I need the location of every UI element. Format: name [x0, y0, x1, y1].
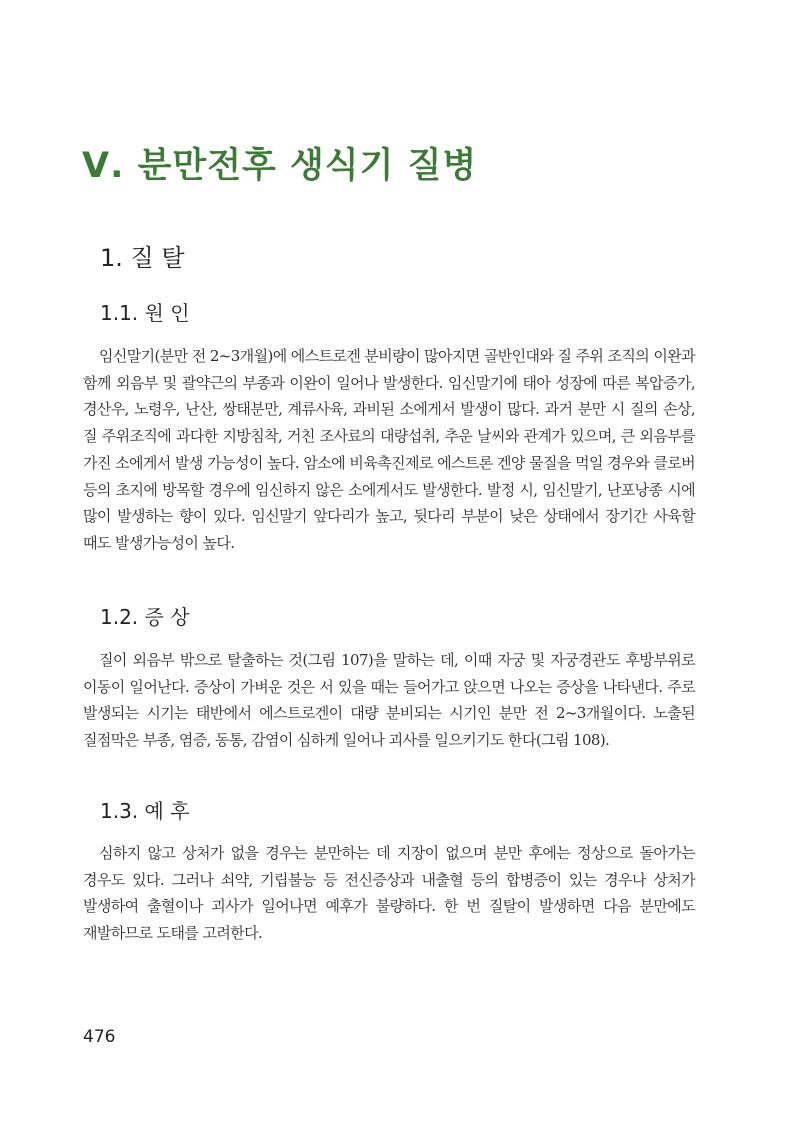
section-heading: 1. 질 탈	[100, 244, 185, 272]
subsection-heading-symptoms: 1.2. 증 상	[100, 605, 190, 629]
prognosis-paragraph: 심하지 않고 상처가 없을 경우는 분만하는 데 지장이 없으며 분만 후에는 정상으로 돌아가는 경우도 있다. 그러나 쇠약, 기립불능 등 전신증상과 내출혈 등의 합병증이 있는 경우나 상처가 발생하여 출혈이나 괴사가 일어나면 예후가 불량하다. 한 번 질탈이 발생하면 다음 분만에도 재발하므로 도태를 고려한다.	[83, 844, 695, 943]
subsection-heading-prognosis: 1.3. 예 후	[100, 799, 190, 823]
subsection-heading-cause: 1.1. 원 인	[100, 301, 190, 325]
chapter-title: Ⅴ. 분만전후 생식기 질병	[82, 146, 478, 186]
page-number: 476	[83, 1027, 116, 1047]
cause-paragraph: 임신말기(분만 전 2~3개월)에 에스트로겐 분비량이 많아지면 골반인대와 질 주위 조직의 이완과 함께 외음부 및 괄약근의 부종과 이완이 일어나 발생한다. 임신말기에 태아 성장에 따른 복압증가, 경산우, 노령우, 난산, 쌍태분만, 계류사육, 과비된 소에게서 발생이 많다. 과거 분만 시 질의 손상, 질 주위조직에 과다한 지방침착, 거친 조사료의 대량섭취, 추운 날씨와 관계가 있으며, 큰 외음부를 가진 소에게서 발생 가능성이 높다. 암소에 비육촉진제로 에스트론 겐양 물질을 먹일 경우와 클로버 등의 초지에 방목할 경우에 임신하지 않은 소에게서도 발생한다. 발정 시, 임신말기, 난포낭종 시에 많이 발생하는 향이 있다. 임신말기 앞다리가 높고, 뒷다리 부분이 낮은 상태에서 장기간 사육할 때도 발생가능성이 높다.	[83, 347, 695, 552]
symptoms-paragraph: 질이 외음부 밖으로 탈출하는 것(그림 107)을 말하는 데, 이때 자궁 및 자궁경관도 후방부위로 이동이 일어난다. 증상이 가벼운 것은 서 있을 때는 들어가고 앉으면 나오는 증상을 나타낸다. 주로 발생되는 시기는 태반에서 에스트로겐이 대량 분비되는 시기인 분만 전 2~3개월이다. 노출된 질점막은 부종, 염증, 동통, 감염이 심하게 일어나 괴사를 일으키기도 한다(그림 108).	[83, 651, 695, 750]
